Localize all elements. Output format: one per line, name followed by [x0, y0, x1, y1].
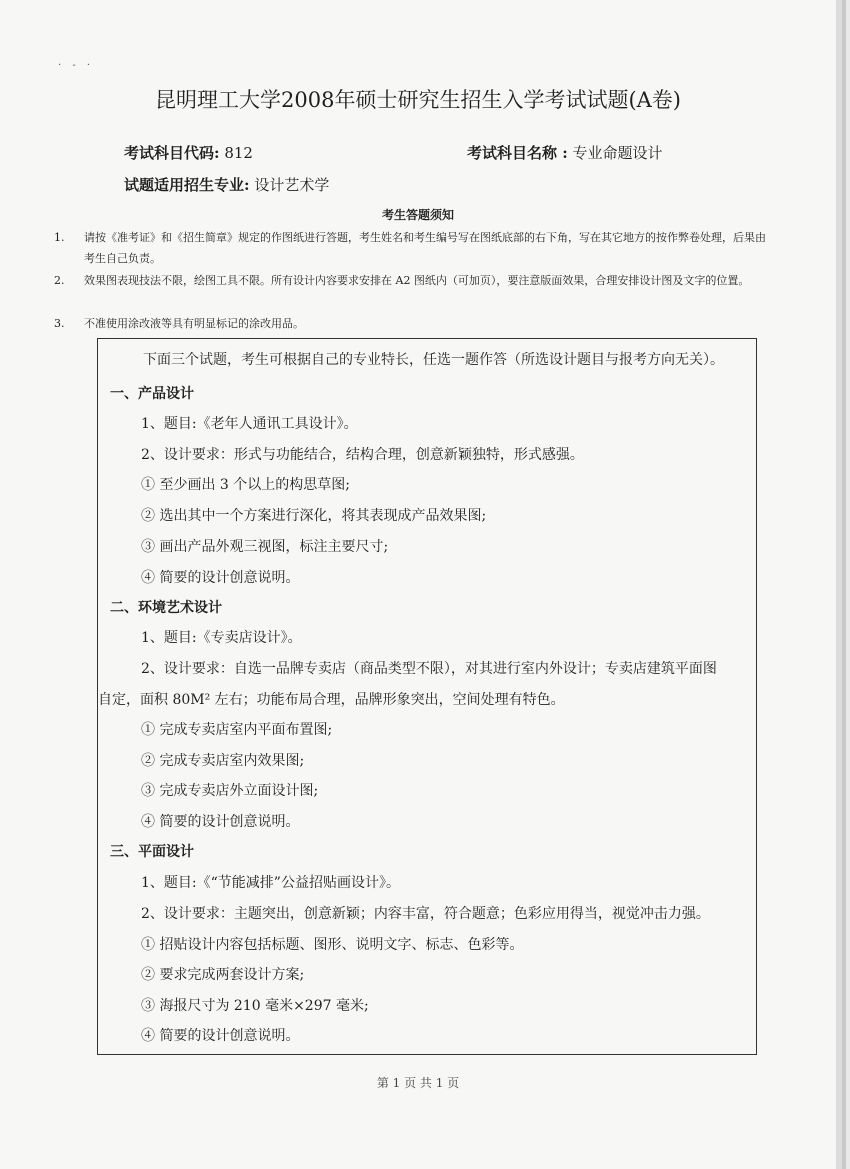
section-title-product: 一、产品设计	[110, 386, 194, 402]
page-title: 昆明理工大学2008年硕士研究生招生入学考试试题(A卷)	[155, 88, 681, 112]
environment-item-4: ④ 简要的设计创意说明。	[141, 814, 300, 830]
scan-mark: · - ·	[58, 60, 95, 71]
section-title-graphic: 三、平面设计	[110, 844, 194, 860]
product-item-3: ③ 画出产品外观三视图，标注主要尺寸;	[141, 539, 389, 555]
product-item-4: ④ 简要的设计创意说明。	[141, 570, 300, 586]
environment-requirements-cont: 自定，面积 80M² 左右；功能布局合理，品牌形象突出，空间处理有特色。	[98, 692, 565, 708]
graphic-item-1: ① 招贴设计内容包括标题、图形、说明文字、标志、色彩等。	[141, 937, 524, 953]
notice-item-number: 3.	[54, 317, 65, 330]
notice-item	[54, 227, 774, 269]
graphic-item-4: ④ 简要的设计创意说明。	[141, 1028, 300, 1044]
notice-item-number: 2.	[54, 274, 65, 287]
product-requirements: 2、设计要求：形式与功能结合，结构合理，创意新颖独特，形式感强。	[141, 447, 584, 463]
question-box	[97, 338, 757, 1055]
notice-item-text: 效果图表现技法不限，绘图工具不限。所有设计内容要求安排在 A2 图纸内（可加页），要注意版面效果，合理安排设计图及文字的位置。	[84, 274, 750, 287]
product-item-2: ② 选出其中一个方案进行深化，将其表现成产品效果图;	[141, 508, 487, 524]
applicable-major-label: 试题适用招生专业:	[124, 176, 250, 194]
graphic-item-3: ③ 海报尺寸为 210 毫米×297 毫米;	[141, 998, 369, 1014]
applicable-major-value: 设计艺术学	[254, 176, 330, 194]
subject-code	[124, 142, 253, 163]
environment-item-3: ③ 完成专卖店外立面设计图;	[141, 783, 319, 799]
environment-item-2: ② 完成专卖店室内效果图;	[141, 753, 305, 769]
graphic-item-2: ② 要求完成两套设计方案;	[141, 967, 305, 983]
graphic-requirements: 2、设计要求：主题突出，创意新颖；内容丰富，符合题意；色彩应用得当，视觉冲击力强。	[141, 906, 710, 922]
product-topic: 1、题目:《老年人通讯工具设计》。	[141, 416, 358, 432]
subject-code-label: 考试科目代码:	[124, 144, 220, 162]
notice-item	[54, 270, 774, 291]
environment-topic: 1、题目:《专卖店设计》。	[141, 630, 302, 646]
environment-requirements: 2、设计要求：自选一品牌专卖店（商品类型不限），对其进行室内外设计；专卖店建筑平面图	[141, 661, 717, 677]
notice-item	[54, 313, 774, 334]
product-item-1: ① 至少画出 3 个以上的构思草图;	[141, 477, 350, 493]
section-title-environment: 二、环境艺术设计	[110, 600, 222, 616]
page-footer: 第 1 页 共 1 页	[376, 1076, 460, 1090]
subject-name	[467, 142, 663, 163]
notice-item-text: 请按《准考证》和《招生简章》规定的作图纸进行答题，考生姓名和考生编号写在图纸底部的右下角，写在其它地方的按作弊卷处理，后果由考生自己负责。	[84, 231, 766, 265]
notice-item-text: 不准使用涂改液等具有明显标记的涂改用品。	[84, 317, 304, 330]
subject-code-value: 812	[224, 144, 253, 162]
subject-name-value: 专业命题设计	[572, 144, 663, 162]
notice-item-number: 1.	[54, 231, 65, 244]
notice-title: 考生答题须知	[381, 208, 454, 222]
intro-text: 下面三个试题，考生可根据自己的专业特长，任选一题作答（所选设计题目与报考方向无关）。	[143, 352, 724, 368]
environment-item-1: ① 完成专卖店室内平面布置图;	[141, 722, 333, 738]
graphic-topic: 1、题目:《“节能减排”公益招贴画设计》。	[141, 875, 400, 891]
applicable-major	[124, 174, 329, 195]
subject-name-label: 考试科目名称 :	[467, 144, 568, 162]
